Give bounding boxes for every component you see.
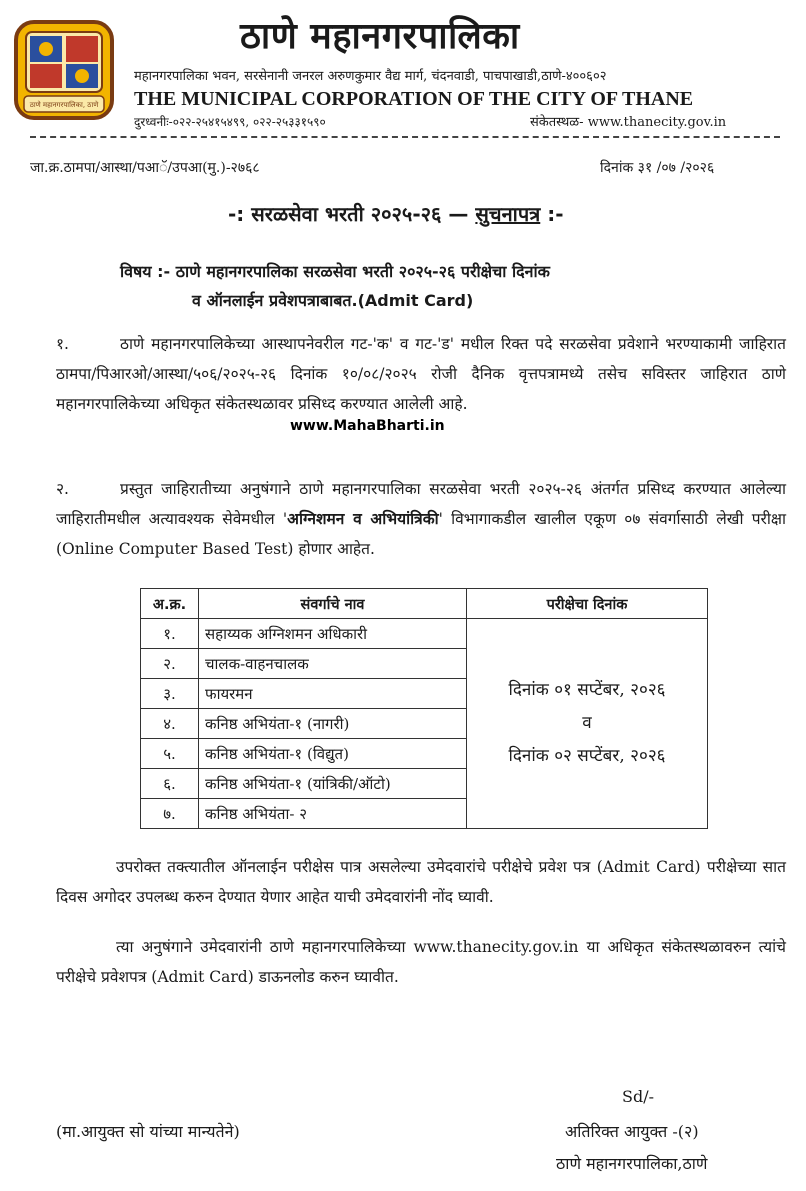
paragraph-2-number: २. bbox=[56, 480, 69, 498]
signatory-designation: अतिरिक्त आयुक्त -(२) bbox=[565, 1122, 699, 1141]
exam-date-2: दिनांक ०२ सप्टेंबर, २०२६ bbox=[508, 746, 666, 766]
corporation-title-english: THE MUNICIPAL CORPORATION OF THE CITY OF THANE bbox=[134, 88, 694, 110]
row-serial: ४. bbox=[141, 709, 199, 739]
row-cadre: सहाय्यक अग्निशमन अधिकारी bbox=[199, 619, 467, 649]
header-divider bbox=[30, 136, 780, 138]
paragraph-2 bbox=[56, 474, 786, 564]
corporation-title-marathi: ठाणे महानगरपालिका bbox=[240, 16, 520, 57]
header-serial: अ.क्र. bbox=[141, 589, 199, 619]
table-row bbox=[141, 619, 708, 649]
row-cadre: कनिष्ठ अभियंता- २ bbox=[199, 799, 467, 829]
signatory-organization: ठाणे महानगरपालिका,ठाणे bbox=[556, 1154, 708, 1173]
signature-sd: Sd/- bbox=[622, 1087, 654, 1106]
subject-line-2: व ऑनलाईन प्रवेशपत्राबाबत.(Admit Card) bbox=[192, 291, 474, 310]
exam-date-and: व bbox=[582, 713, 592, 733]
phone-numbers: दुरध्वनीः-०२२-२५४१५४९९, ०२२-२५३३१५९० bbox=[134, 115, 326, 129]
row-serial: १. bbox=[141, 619, 199, 649]
approval-note: (मा.आयुक्त सो यांच्या मान्यतेने) bbox=[56, 1122, 240, 1141]
paragraph-4: त्या अनुषंगाने उमेदवारांनी ठाणे महानगरपालिकेच्या www.thanecity.gov.in या अधिकृत संकेतस्थळावरुन त्यांचे परीक्षेचे प्रवेशपत्र (Admit Card) डाऊनलोड करुन घ्यावीत. bbox=[56, 938, 786, 986]
exam-date-cell bbox=[467, 619, 708, 829]
paragraph-2-text-b: ' विभागाकडील खालील एकूण ०७ संवर्गासाठी लेखी परीक्षा (Online Computer Based Test) होणार आहेत. bbox=[56, 510, 786, 558]
exam-date-1: दिनांक ०१ सप्टेंबर, २०२६ bbox=[508, 680, 666, 700]
header-cadre: संवर्गाचे नाव bbox=[199, 589, 467, 619]
row-serial: ६. bbox=[141, 769, 199, 799]
row-cadre: कनिष्ठ अभियंता-१ (नागरी) bbox=[199, 709, 467, 739]
paragraph-1 bbox=[56, 329, 786, 419]
row-cadre: फायरमन bbox=[199, 679, 467, 709]
paragraph-1-text: ठाणे महानगरपालिकेच्या आस्थापनेवरील गट-'क' व गट-'ड' मधील रिक्त पदे सरळसेवा प्रवेशाने भरण्याकामी जाहिरात ठामपा/पिआरओ/आस्था/५०६/२०२५-२६ दिनांक १०/०८/२०२५ रोजी दैनिक वृत्तपत्रामध्ये तसेच सविस्तर जाहिरात ठाणे महानगरपालिकेच्या अधिकृत संकेतस्थळावर प्रसिध्द करण्यात आलेली आहे. bbox=[56, 335, 786, 413]
paragraph-2-text-a: प्रस्तुत जाहिरातीच्या अनुषंगाने ठाणे महानगरपालिका सरळसेवा भरती २०२५-२६ अंतर्गत प्रसिध्द करण्यात आलेल्या जाहिरातीमधील अत्यावश्यक सेवेमधील ' bbox=[56, 480, 786, 528]
row-cadre: कनिष्ठ अभियंता-१ (विद्युत) bbox=[199, 739, 467, 769]
row-cadre: कनिष्ठ अभियंता-१ (यांत्रिकी/ऑटो) bbox=[199, 769, 467, 799]
row-serial: २. bbox=[141, 649, 199, 679]
notice-word: सुचनापत्र bbox=[475, 202, 541, 226]
paragraph-1-number: १. bbox=[56, 335, 69, 353]
row-serial: ५. bbox=[141, 739, 199, 769]
table-header-row bbox=[141, 589, 708, 619]
notice-prefix: -: सरळसेवा भरती २०२५-२६ — bbox=[228, 202, 476, 226]
row-serial: ७. bbox=[141, 799, 199, 829]
row-serial: ३. bbox=[141, 679, 199, 709]
subject-line-1: विषय :- ठाणे महानगरपालिका सरळसेवा भरती २०२५-२६ परीक्षेचा दिनांक bbox=[120, 262, 550, 281]
reference-number: जा.क्र.ठामपा/आस्था/पआॅ/उपआ(मु.)-२७६८ bbox=[30, 160, 260, 176]
letter-date: दिनांक ३१ /०७ /२०२६ bbox=[600, 160, 715, 176]
logo-caption: ठाणे महानगरपालिका, ठाणे bbox=[29, 101, 99, 109]
row-cadre: चालक-वाहनचालक bbox=[199, 649, 467, 679]
website: संकेतस्थळ- www.thanecity.gov.in bbox=[530, 115, 727, 130]
paragraph-3: उपरोक्त तक्त्यातील ऑनलाईन परीक्षेस पात्र असलेल्या उमेदवारांचे परीक्षेचे प्रवेश पत्र (Admit Card) परीक्षेच्या सात दिवस अगोदर उपलब्ध करुन देण्यात येणार आहेत याची उमेदवारांनी नोंद घ्यावी. bbox=[56, 858, 786, 906]
exam-schedule-table bbox=[140, 588, 708, 829]
notice-heading bbox=[228, 200, 564, 227]
notice-suffix: :- bbox=[540, 202, 564, 226]
thane-emblem-logo bbox=[12, 18, 116, 122]
watermark: www.MahaBharti.in bbox=[290, 418, 445, 434]
corporation-address: महानगरपालिका भवन, सरसेनानी जनरल अरुणकुमार वैद्य मार्ग, चंदनवाडी, पाचपाखाडी,ठाणे-४००६०२ bbox=[134, 69, 607, 84]
header-exam-date: परीक्षेचा दिनांक bbox=[467, 589, 708, 619]
paragraph-2-bold: अग्निशमन व अभियांत्रिकी bbox=[287, 509, 439, 528]
